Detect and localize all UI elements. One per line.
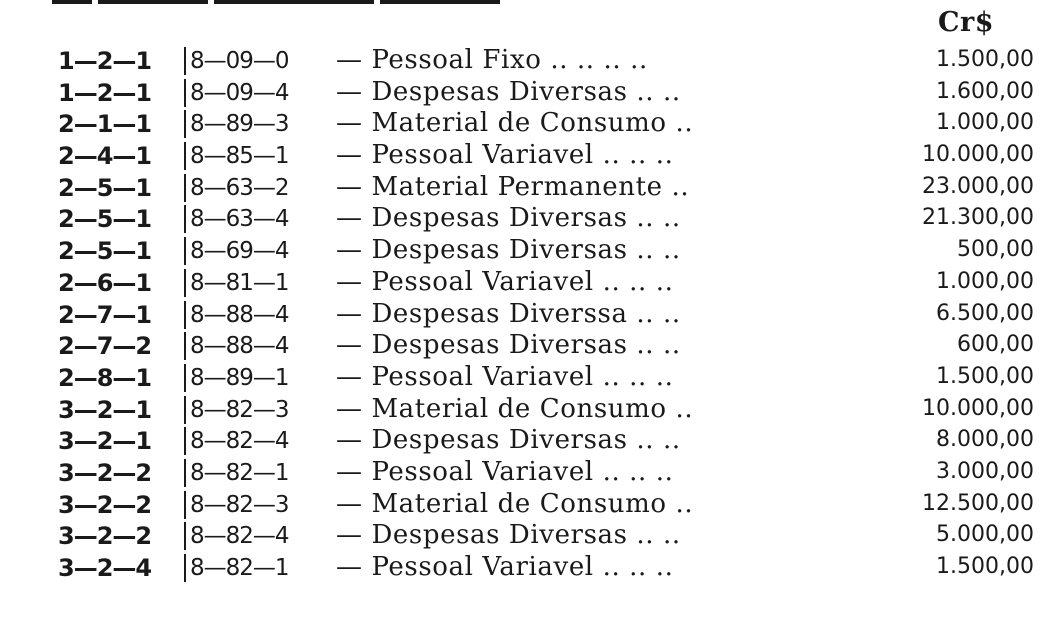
column-separator	[184, 205, 186, 233]
account-code: 2—6—1	[58, 268, 152, 297]
expense-description: — Pessoal Fixo .. .. .. ..	[336, 45, 648, 75]
column-separator	[184, 396, 186, 424]
expense-description: — Material Permanente ..	[336, 171, 690, 202]
account-code: 3—2—2	[58, 458, 152, 487]
expense-description: — Despesas Diversas .. ..	[336, 425, 681, 456]
item-code: 8—82—1	[190, 459, 289, 486]
item-code: 8—69—4	[190, 238, 289, 265]
account-code: 3—2—4	[58, 554, 152, 582]
item-code: 8—09—4	[190, 79, 289, 106]
column-separator	[184, 301, 186, 329]
column-separator	[184, 459, 186, 487]
table-row	[0, 552, 1044, 584]
amount-value: 10.000,00	[922, 395, 1034, 421]
item-code: 8—82—3	[190, 491, 289, 518]
column-separator	[184, 554, 186, 582]
amount-value: 12.500,00	[922, 490, 1034, 516]
item-code: 8—09—0	[190, 48, 289, 74]
item-code: 8—89—1	[190, 364, 289, 391]
expense-description: — Pessoal Variavel .. .. ..	[336, 552, 674, 582]
amount-value: 1.500,00	[936, 363, 1034, 389]
column-separator	[184, 522, 186, 550]
expense-description: — Despesas Diversas .. ..	[336, 520, 681, 551]
column-separator	[184, 332, 186, 360]
table-row	[0, 394, 1044, 426]
table-row	[0, 457, 1044, 489]
table-row	[0, 140, 1044, 172]
table-row	[0, 203, 1044, 235]
column-separator	[184, 110, 186, 138]
table-row	[0, 489, 1044, 521]
account-code: 1—2—1	[58, 78, 152, 107]
table-row	[0, 425, 1044, 457]
expense-description: — Pessoal Variavel .. .. ..	[336, 456, 674, 487]
account-code: 3—2—2	[58, 522, 152, 551]
item-code: 8—88—4	[190, 333, 289, 360]
table-row	[0, 172, 1044, 204]
item-code: 8—63—2	[190, 174, 289, 201]
amount-value: 500,00	[957, 237, 1034, 263]
account-code: 2—7—2	[58, 332, 152, 361]
expense-description: — Pessoal Variavel .. .. ..	[336, 140, 674, 171]
account-code: 1—2—1	[58, 47, 152, 75]
item-code: 8—82—1	[190, 555, 289, 581]
column-separator	[184, 142, 186, 170]
column-separator	[184, 174, 186, 202]
table-row	[0, 267, 1044, 299]
item-code: 8—85—1	[190, 143, 289, 170]
amount-value: 1.500,00	[936, 47, 1034, 72]
expense-description: — Despesas Diversas .. ..	[336, 76, 681, 107]
table-row	[0, 299, 1044, 331]
amount-value: 8.000,00	[936, 427, 1034, 453]
expense-description: — Despesas Diversas .. ..	[336, 235, 681, 266]
account-code: 2—7—1	[58, 300, 152, 329]
expense-description: — Despesas Diversas .. ..	[336, 203, 681, 234]
amount-value: 3.000,00	[936, 458, 1034, 484]
item-code: 8—81—1	[190, 269, 289, 296]
currency-header: Cr$	[937, 7, 994, 38]
amount-value: 1.600,00	[936, 78, 1034, 104]
account-code: 2—5—1	[58, 205, 152, 234]
column-separator	[184, 47, 186, 75]
item-code: 8—88—4	[190, 301, 289, 328]
amount-value: 6.500,00	[936, 300, 1034, 326]
account-code: 2—5—1	[58, 173, 152, 202]
amount-value: 1.000,00	[936, 268, 1034, 294]
account-code: 2—5—1	[58, 237, 152, 266]
expense-description: — Material de Consumo ..	[336, 393, 694, 424]
column-separator	[184, 237, 186, 265]
table-row	[0, 77, 1044, 109]
item-code: 8—82—4	[190, 523, 289, 550]
cropped-text-fragment	[52, 0, 532, 4]
item-code: 8—63—4	[190, 206, 289, 233]
expense-description: — Despesas Diverssa .. ..	[336, 298, 681, 329]
expense-description: — Material de Consumo ..	[336, 488, 694, 519]
table-row	[0, 108, 1044, 140]
amount-value: 21.300,00	[922, 205, 1034, 231]
account-code: 2—4—1	[58, 142, 152, 171]
account-code: 2—1—1	[58, 110, 152, 139]
account-code: 3—2—2	[58, 490, 152, 519]
table-row	[0, 235, 1044, 267]
amount-value: 23.000,00	[922, 173, 1034, 199]
account-code: 2—8—1	[58, 363, 152, 392]
expense-description: — Pessoal Variavel .. .. ..	[336, 266, 674, 297]
item-code: 8—82—3	[190, 396, 289, 423]
column-separator	[184, 269, 186, 297]
item-code: 8—82—4	[190, 428, 289, 455]
amount-value: 1.500,00	[936, 554, 1034, 579]
expense-description: — Despesas Diversas .. ..	[336, 330, 681, 361]
amount-value: 600,00	[957, 332, 1034, 358]
table-row	[0, 520, 1044, 552]
expense-description: — Material de Consumo ..	[336, 108, 694, 139]
table-row	[0, 330, 1044, 362]
expense-description: — Pessoal Variavel .. .. ..	[336, 361, 674, 392]
account-code: 3—2—1	[58, 395, 152, 424]
ledger-table	[0, 45, 1044, 584]
column-separator	[184, 364, 186, 392]
column-separator	[184, 427, 186, 455]
column-separator	[184, 491, 186, 519]
amount-value: 10.000,00	[922, 142, 1034, 168]
table-row	[0, 362, 1044, 394]
column-separator	[184, 79, 186, 107]
item-code: 8—89—3	[190, 111, 289, 138]
table-row	[0, 45, 1044, 77]
amount-value: 1.000,00	[936, 110, 1034, 136]
account-code: 3—2—1	[58, 427, 152, 456]
amount-value: 5.000,00	[936, 522, 1034, 548]
